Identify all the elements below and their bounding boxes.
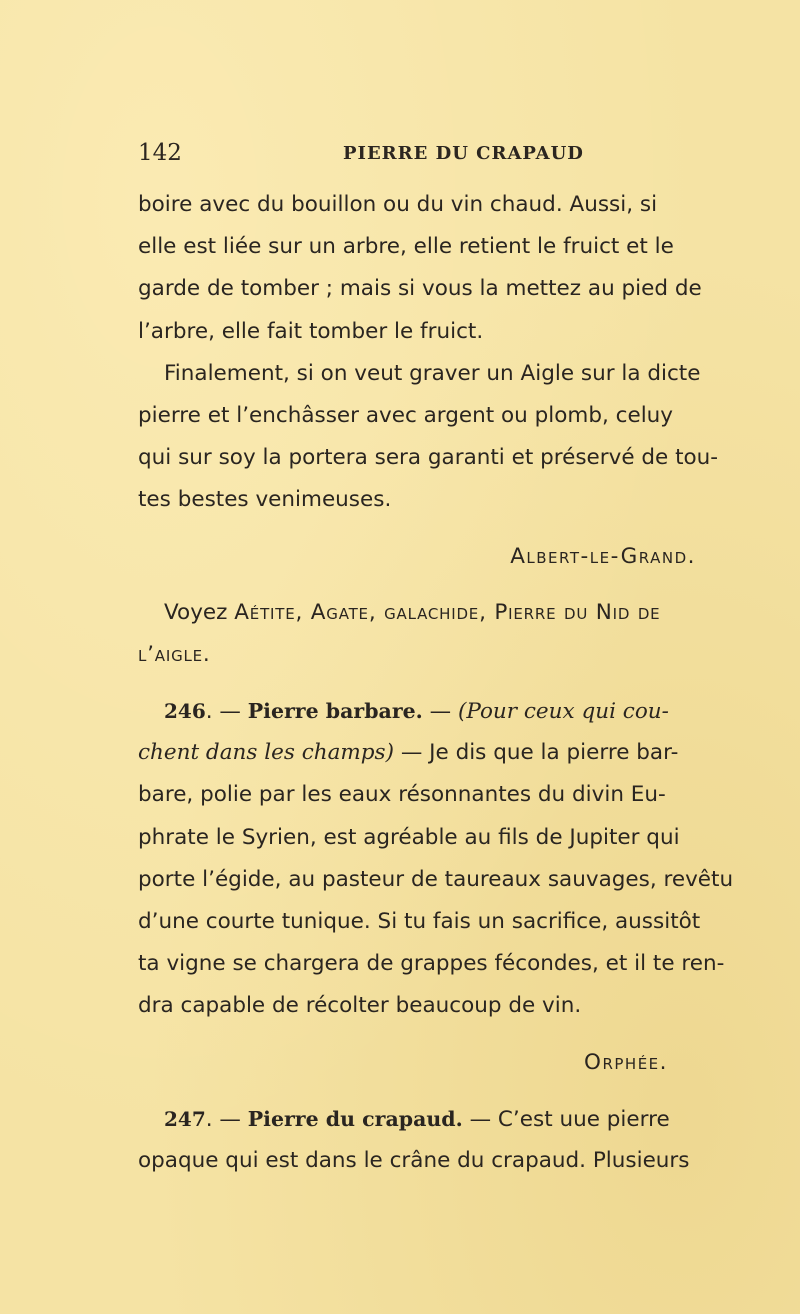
text-line: Finalement, si on veut graver un Aigle sur la dicte — [164, 360, 701, 386]
author-signature: Albert-le-Grand. — [510, 543, 696, 569]
text-line: porte l’égide, au pasteur de taureaux sauvages, revêtu — [138, 866, 734, 892]
entry-title: Pierre barbare. — [247, 699, 423, 724]
see-also-prefix: Voyez — [164, 599, 228, 625]
entry-number: 246 — [164, 699, 206, 724]
text-line — [138, 634, 768, 676]
text-line: d’une courte tunique. Si tu fais un sacrifice, aussitôt — [138, 909, 701, 934]
text-line: 247. — Pierre du crapaud. — C’est uue pierre — [164, 1106, 670, 1132]
entry-title: Pierre du crapaud. — [247, 1106, 463, 1131]
entry-subtitle: (Pour ceux qui cou- — [458, 699, 669, 725]
entry-246 — [138, 690, 768, 1028]
entry-247 — [138, 1098, 768, 1182]
running-title: PIERRE DU CRAPAUD — [343, 143, 584, 164]
text-line: boire avec du bouillon ou du vin chaud. Aussi, si — [138, 192, 658, 217]
text-line: elle est liée sur un arbre, elle retient le fruict et le — [138, 234, 674, 260]
text-line: opaque qui est dans le crâne du crapaud. Plusieurs — [138, 1147, 690, 1173]
see-also-refs: Aétite, Agate, galachide, Pierre du Nid de — [234, 599, 661, 625]
entry-number: 247 — [164, 1106, 206, 1131]
text-line: ta vigne se chargera de grappes fécondes, et il te ren- — [138, 951, 725, 977]
text-line: 246. — Pierre barbare. — (Pour ceux qui cou- — [164, 699, 669, 725]
text-line: qui sur soy la portera sera garanti et préservé de tou- — [138, 445, 719, 471]
entry-subtitle-cont: chent dans les champs) — [138, 740, 394, 766]
see-also-reference — [138, 592, 768, 676]
paragraph-2 — [138, 353, 768, 522]
text-line: l’arbre, elle fait tomber le fruict. — [138, 318, 484, 344]
text-line: chent dans les champs) — Je dis que la pierre bar- — [138, 740, 679, 766]
text-line: pierre et l’enchâsser avec argent ou plomb, celuy — [138, 402, 674, 428]
page-header — [138, 140, 768, 180]
text-line: dra capable de récolter beaucoup de vin. — [138, 993, 582, 1019]
text-line — [138, 592, 768, 634]
see-also-refs-cont: l’aigle. — [138, 641, 211, 667]
page-body — [138, 184, 768, 1182]
text-line: phrate le Syrien, est agréable au fils de Jupiter qui — [138, 824, 680, 850]
paragraph-1 — [138, 184, 768, 353]
text-line: tes bestes venimeuses. — [138, 487, 392, 513]
text-line: bare, polie par les eaux résonnantes du divin Eu- — [138, 782, 666, 808]
page-number: 142 — [138, 140, 182, 166]
text-line: garde de tomber ; mais si vous la mettez au pied de — [138, 276, 702, 302]
author-signature: Orphée. — [584, 1049, 668, 1075]
